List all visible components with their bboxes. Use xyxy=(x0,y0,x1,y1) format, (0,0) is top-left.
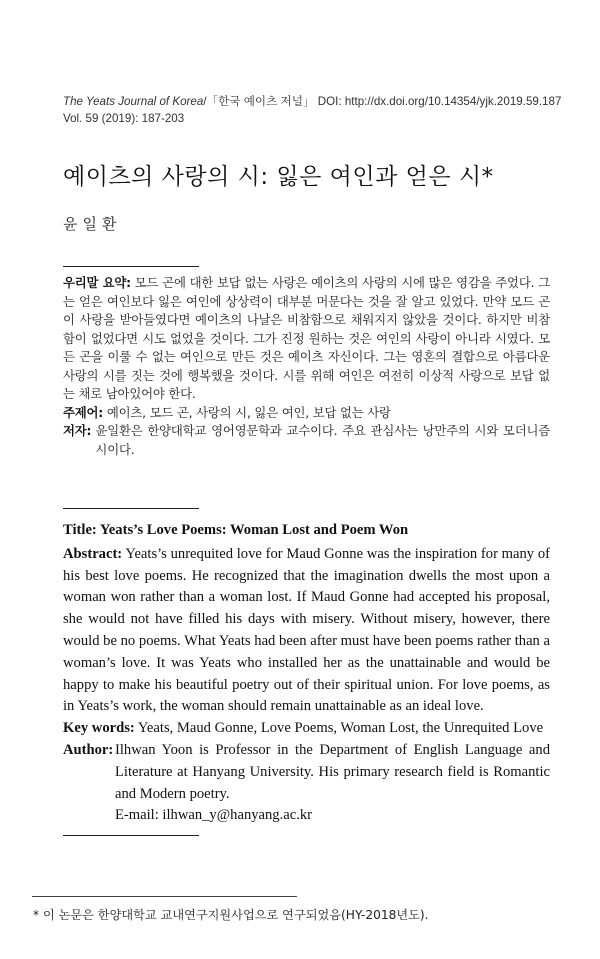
english-abstract xyxy=(63,544,550,718)
korean-author-label: 저자: xyxy=(63,423,96,438)
journal-name-korean: /「한국 예이츠 저널」 xyxy=(203,95,315,108)
korean-summary-label: 우리말 요약: xyxy=(63,275,131,290)
korean-author-text: 윤일환은 한양대학교 영어영문학과 교수이다. 주요 관심사는 낭만주의 시와 모더니즘 시이다. xyxy=(95,423,550,457)
english-keywords xyxy=(63,718,550,740)
english-title-text: Yeats’s Love Poems: Woman Lost and Poem Won xyxy=(96,522,409,538)
divider xyxy=(63,508,199,509)
english-abstract-label: Abstract: xyxy=(63,545,123,562)
english-author-body xyxy=(115,740,550,827)
volume-info: Vol. 59 (2019): 187-203 xyxy=(63,112,185,125)
english-author xyxy=(63,740,550,827)
author-name: 윤일환 xyxy=(63,215,122,233)
footnote: * 이 논문은 한양대학교 교내연구지원사업으로 연구되었음(HY-2018년도). xyxy=(33,908,429,922)
citation-line xyxy=(63,93,583,110)
korean-summary xyxy=(63,274,550,404)
divider xyxy=(63,266,199,267)
korean-keywords-text: 예이츠, 모드 곤, 사랑의 시, 잃은 여인, 보답 없는 사랑 xyxy=(103,404,391,420)
english-title-label: Title: xyxy=(63,522,97,538)
english-abstract-section xyxy=(63,520,550,827)
journal-name: The Yeats Journal of Korea xyxy=(63,95,204,108)
english-keywords-label: Key words: xyxy=(63,720,135,737)
korean-keywords-label: 주제어: xyxy=(63,404,104,420)
english-author-text: Ilhwan Yoon is Professor in the Department of English Language and Literature at Hanyang University. His primary research field is Romantic and Modern poetry. xyxy=(115,741,550,802)
english-author-label: Author: xyxy=(63,741,114,758)
english-title xyxy=(63,520,550,542)
korean-author xyxy=(63,422,550,459)
doi-link[interactable]: DOI: http://dx.doi.org/10.14354/yjk.2019.59.187 xyxy=(314,95,562,108)
journal-header xyxy=(63,93,583,127)
footnote-divider xyxy=(32,896,297,897)
english-keywords-text: Yeats, Maud Gonne, Love Poems, Woman Lost, the Unrequited Love xyxy=(134,720,544,737)
author-email[interactable]: E-mail: ilhwan_y@hanyang.ac.kr xyxy=(115,807,313,824)
korean-abstract-section xyxy=(63,274,550,459)
english-abstract-text: Yeats’s unrequited love for Maud Gonne was the inspiration for many of his best love poems. He recognized that the imagination dwells the most upon a woman won rather than a woman lost. If Maud Gonne had accepted his proposal, she would not have filled his days with misery. Without misery, however, there would be no poems. What Yeats had been after must have been poems rather than a woman’s love. It was Yeats who installed her as the unattainable and would be happy to make his beautiful poetry out of their spiritual union. For love poems, as in Yeats’s work, the woman should remain unattainable as an ideal love. xyxy=(63,545,550,715)
korean-keywords xyxy=(63,404,550,423)
korean-summary-text: 모드 곤에 대한 보답 없는 사랑은 예이츠의 사랑의 시에 많은 영감을 주었다. 그는 얻은 여인보다 잃은 여인에 상상력이 대부분 머문다는 것을 잘 알고 있었다. 만약 모드 곤이 사랑을 받아들였다면 예이츠의 나날은 비참함으로 채워지지 않았을 것이다. 하지만 비참함이 없었다면 시도 없었을 것이다. 그가 진정 원하는 것은 여인의 사랑이 아니라 시였다. 모든 곤을 이룰 수 없는 여인으로 만든 것은 예이츠 자신이다. 그는 영혼의 결합으로 아름다운 사랑의 시를 짓는 것에 행복했을 것이다. 시를 위해 여인은 여전히 이상적 사랑으로 보답 없는 채로 남아있어야 한다. xyxy=(63,275,550,401)
paper-title: 예이츠의 사랑의 시: 잃은 여인과 얻은 시* xyxy=(63,164,494,190)
divider xyxy=(63,835,199,836)
